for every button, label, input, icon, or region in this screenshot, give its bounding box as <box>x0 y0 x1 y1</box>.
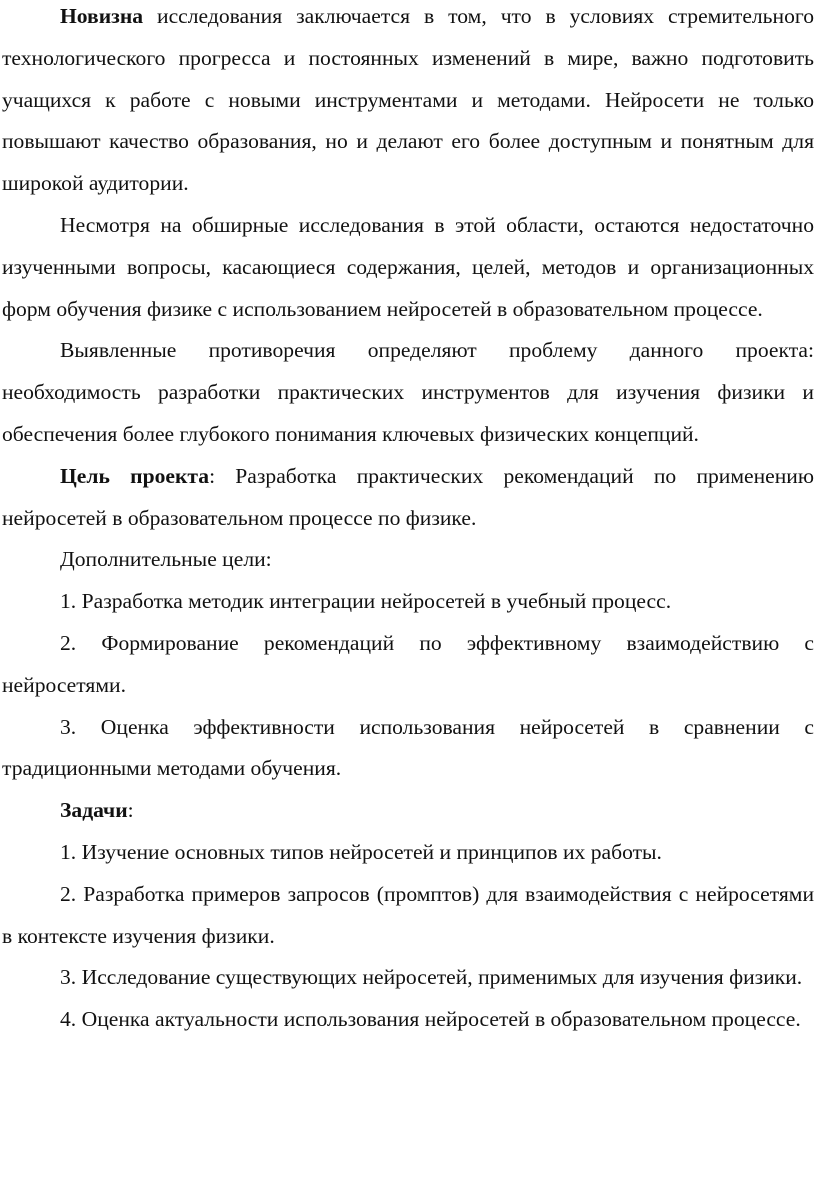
novelty-label: Новизна <box>60 4 144 28</box>
tasks-suffix: : <box>127 798 134 823</box>
research-gap-paragraph: Несмотря на обширные исследования в этой области, остаются недостаточно изученными вопросы, касающиеся содержания, целей, методов и организационных форм обучения физике с использованием нейросетей в образовательном процессе. <box>2 212 814 321</box>
tasks-label: Задачи <box>60 798 128 823</box>
task-item: 1. Изучение основных типов нейросетей и принципов их работы. <box>60 839 662 864</box>
additional-goals-heading: Дополнительные цели: <box>60 547 272 572</box>
goal-text: : Разработка практических рекомендаций по применению нейросетей в образовательном процессе по физике. <box>2 463 814 530</box>
tasks-heading <box>2 790 814 832</box>
additional-goal-item: 3. Оценка эффективности использования нейросетей в сравнении с традиционными методами обучения. <box>2 714 814 781</box>
task-item: 3. Исследование существующих нейросетей, применимых для изучения физики. <box>60 965 803 990</box>
novelty-text: исследования заключается в том, что в условиях стремительного технологического прогресса и постоянных изменений в мире, важно подготовить учащихся к работе с новыми инструментами и методами. Нейросети не только повышают качество образования, но и делают его более доступным и понятным для широкой аудитории. <box>2 4 814 196</box>
problem-paragraph: Выявленные противоречия определяют проблему данного проекта: необходимость разработки практических инструментов для изучения физики и обеспечения более глубокого понимания ключевых физических концепций. <box>2 338 814 446</box>
document-page <box>2 0 814 1041</box>
novelty-paragraph <box>2 0 814 205</box>
additional-goal-item: 2. Формирование рекомендаций по эффективному взаимодействию с нейросетями. <box>2 630 814 697</box>
goal-label: Цель проекта <box>60 463 210 488</box>
task-item: 2. Разработка примеров запросов (промптов) для взаимодействия с нейросетями в контексте изучения физики. <box>2 881 814 948</box>
task-item: 4. Оценка актуальности использования нейросетей в образовательном процессе. <box>60 1007 801 1032</box>
additional-goal-item: 1. Разработка методик интеграции нейросетей в учебный процесс. <box>60 589 672 614</box>
goal-paragraph <box>2 456 814 540</box>
